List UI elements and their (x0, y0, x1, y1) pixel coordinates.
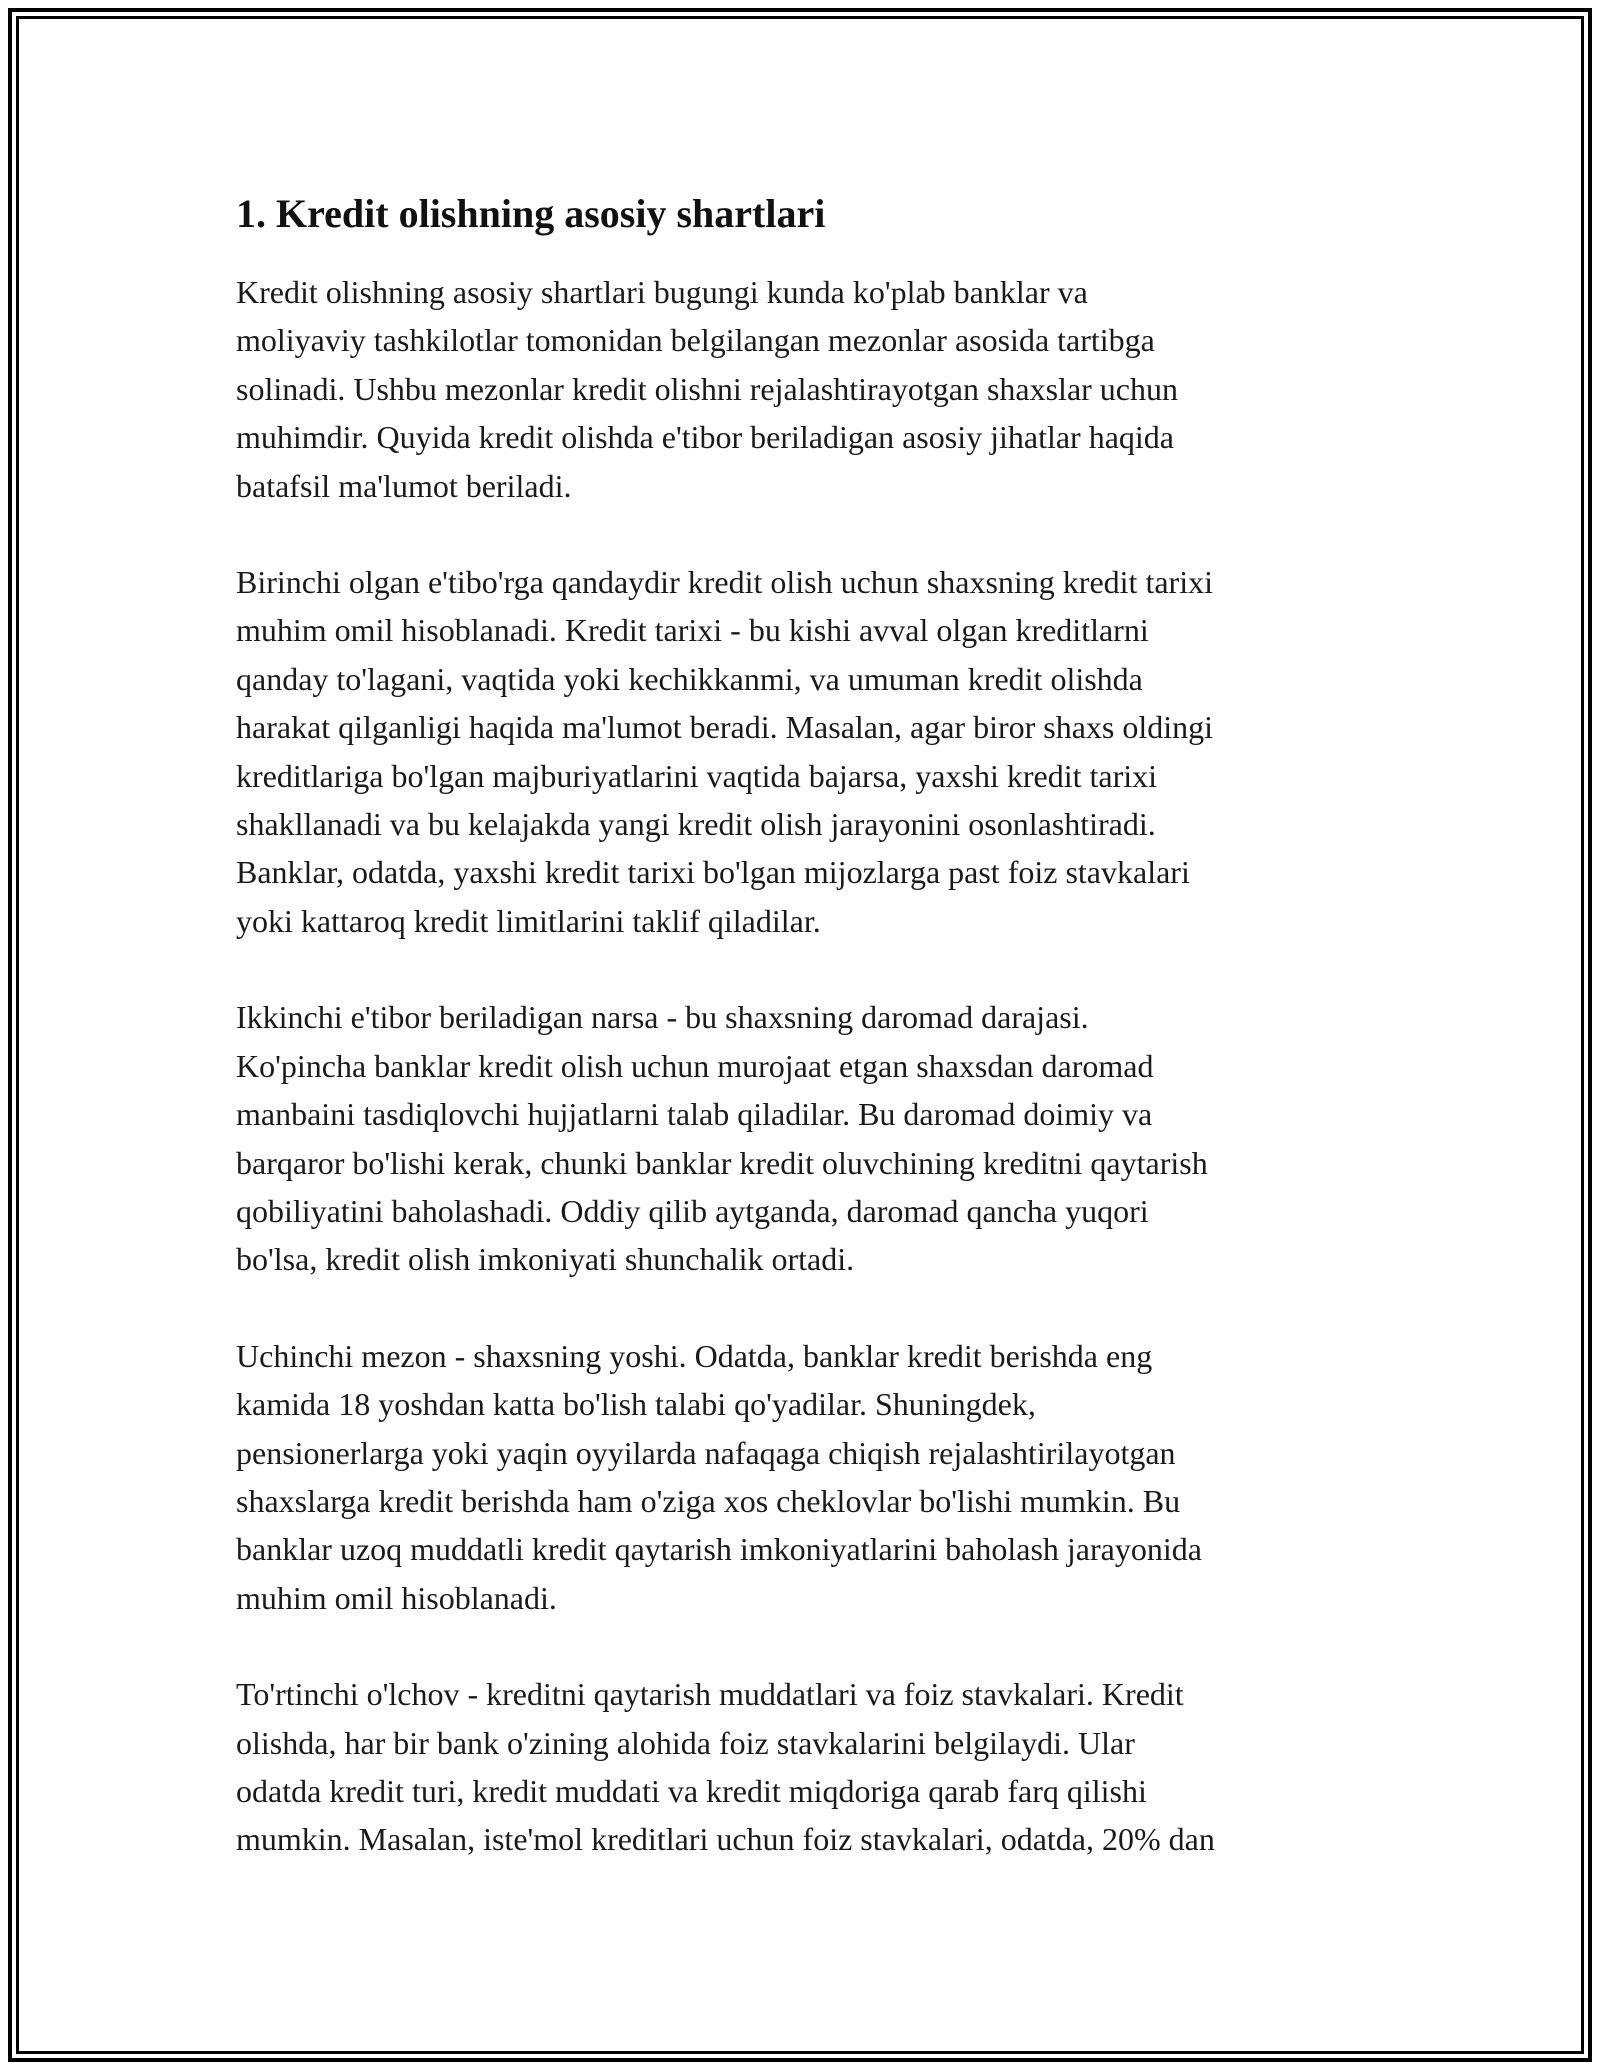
paragraph-income-level: Ikkinchi e'tibor beriladigan narsa - bu shaxsning daromad darajasi. Ko'pincha banklar kredit olish uchun murojaat etgan shaxsdan daromad manbaini tasdiqlovchi hujjatlarni talab qiladilar. Bu daromad doimiy va barqaror bo'lishi kerak, chunki banklar kredit oluvchining kreditni qaytarish qobiliyatini baholashadi. Oddiy qilib aytganda, daromad qancha yuqori bo'lsa, kredit olish imkoniyati shunchalik ortadi. (236, 999, 1208, 1278)
paragraph-repayment-terms: To'rtinchi o'lchov - kreditni qaytarish muddatlari va foiz stavkalari. Kredit olishda, har bir bank o'zining alohida foiz stavkalarini belgilaydi. Ular odatda kredit turi, kredit muddati va kredit miqdoriga qarab farq qilishi mumkin. Masalan, iste'mol kreditlari uchun foiz stavkalari, odatda, 20% dan (236, 1676, 1215, 1858)
paragraph-credit-history: Birinchi olgan e'tibo'rga qandaydir kredit olish uchun shaxsning kredit tarixi muhim omil hisoblanadi. Kredit tarixi - bu kishi avval olgan kreditlarni qanday to'lagani, vaqtida yoki kechikkanmi, va umuman kredit olishda harakat qilganligi haqida ma'lumot beradi. Masalan, agar biror shaxs oldingi kreditlariga bo'lgan majburiyatlarini vaqtida bajarsa, yaxshi kredit tarixi shakllanadi va bu kelajakda yangi kredit olish jarayonini osonlashtiradi. Banklar, odatda, yaxshi kredit tarixi bo'lgan mijozlarga past foiz stavkalari yoki kattaroq kredit limitlarini taklif qiladilar. (236, 564, 1214, 939)
paragraph-age-requirement: Uchinchi mezon - shaxsning yoshi. Odatda, banklar kredit berishda eng kamida 18 yoshdan katta bo'lish talabi qo'yadilar. Shuningdek, pensionerlarga yoki yaqin oyyilarda nafaqaga chiqish rejalashtirilayotgan shaxslarga kredit berishda ham o'ziga xos cheklovlar bo'lishi mumkin. Bu banklar uzoq muddatli kredit qaytarish imkoniyatlarini baholash jarayonida muhim omil hisoblanadi. (236, 1337, 1202, 1616)
document-body (236, 186, 1366, 1912)
page-title: 1. Kredit olishning asosiy shartlari (236, 191, 826, 236)
paragraph-credit-overview: Kredit olishning asosiy shartlari bugungi kunda ko'plab banklar va moliyaviy tashkilotlar tomonidan belgilangan mezonlar asosida tartibga solinadi. Ushbu mezonlar kredit olishni rejalashtirayotgan shaxslar uchun muhimdir. Quyida kredit olishda e'tibor beriladigan asosiy jihatlar haqida batafsil ma'lumot beriladi. (236, 274, 1178, 504)
